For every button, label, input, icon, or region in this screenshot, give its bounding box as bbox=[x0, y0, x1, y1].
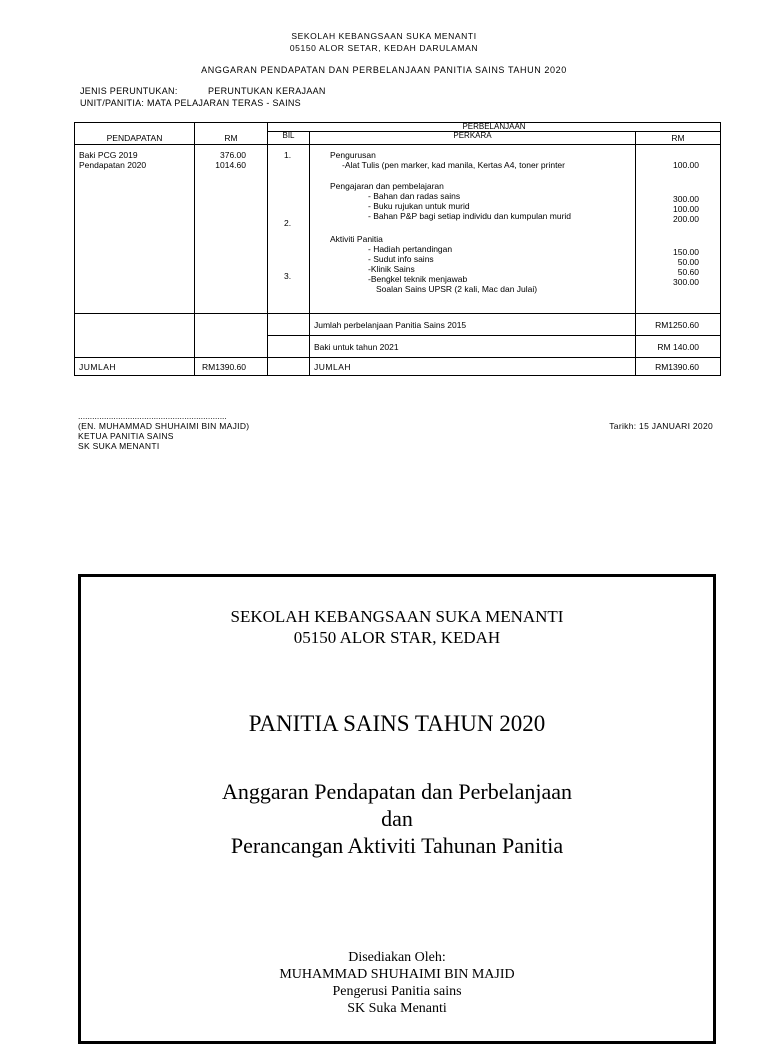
expense-value: 50.00 bbox=[677, 257, 700, 267]
total-expense-label: Jumlah perbelanjaan Panitia Sains 2015 bbox=[310, 314, 636, 336]
expense-value: 150.00 bbox=[673, 247, 700, 257]
col-header-perkara: PERKARA bbox=[310, 132, 636, 145]
unit-panitia: UNIT/PANITIA: MATA PELAJARAN TERAS - SAINS bbox=[80, 98, 301, 108]
bil-spacer bbox=[268, 314, 310, 336]
cover-prepared-name: MUHAMMAD SHUHAIMI BIN MAJID bbox=[279, 967, 515, 982]
col-header-pendapatan: PENDAPATAN bbox=[75, 123, 195, 145]
expense-value: 100.00 bbox=[673, 204, 700, 214]
group-item: - Sudut info sains bbox=[368, 254, 434, 264]
group-item: - Bahan dan radas sains bbox=[368, 191, 461, 201]
col-header-bil: BIL bbox=[268, 132, 310, 145]
perkara-cell bbox=[310, 145, 636, 314]
total-expense-value: RM1250.60 bbox=[636, 314, 721, 336]
col-header-perbelanjaan: PERBELANJAAN bbox=[268, 123, 721, 132]
bil-spacer bbox=[268, 358, 310, 376]
bil-number: 3. bbox=[284, 271, 292, 281]
col-header-rm2: RM bbox=[636, 132, 721, 145]
group-item: - Bahan P&P bagi setiap individu dan kumpulan murid bbox=[368, 211, 572, 221]
balance-label: Baki untuk tahun 2021 bbox=[310, 336, 636, 358]
group-item: -Klinik Sains bbox=[368, 264, 415, 274]
income-spacer bbox=[195, 314, 268, 358]
expense-values-cell bbox=[636, 145, 721, 314]
income-cell bbox=[75, 145, 195, 314]
signatory-school: SK SUKA MENANTI bbox=[78, 441, 160, 451]
group-item: - Hadiah pertandingan bbox=[368, 244, 453, 254]
income-value: 1014.60 bbox=[215, 160, 246, 171]
expense-value: 300.00 bbox=[673, 277, 700, 287]
school-name: SEKOLAH KEBANGSAAN SUKA MENANTI bbox=[291, 31, 477, 41]
group-title: Pengajaran dan pembelajaran bbox=[330, 181, 444, 191]
signatory-position: KETUA PANITIA SAINS bbox=[78, 431, 174, 441]
expense-value: 300.00 bbox=[673, 194, 700, 204]
bil-number: 2. bbox=[284, 218, 292, 228]
balance-value: RM 140.00 bbox=[636, 336, 721, 358]
group-item: -Alat Tulis (pen marker, kad manila, Kertas A4, toner printer bbox=[342, 160, 565, 170]
cover-school: SEKOLAH KEBANGSAAN SUKA MENANTI bbox=[230, 607, 564, 626]
signature-block bbox=[78, 411, 249, 451]
document-date: Tarikh: 15 JANUARI 2020 bbox=[609, 421, 713, 431]
group-title: Aktiviti Panitia bbox=[330, 234, 383, 244]
total-label: JUMLAH bbox=[310, 358, 636, 376]
allocation-type bbox=[80, 86, 326, 96]
budget-table bbox=[74, 122, 721, 376]
group-title: Pengurusan bbox=[330, 150, 376, 160]
school-address: 05150 ALOR SETAR, KEDAH DARULAMAN bbox=[289, 43, 479, 53]
expense-value: 50.60 bbox=[677, 267, 700, 277]
document-title: ANGGARAN PENDAPATAN DAN PERBELANJAAN PANITIA SAINS TAHUN 2020 bbox=[201, 65, 567, 75]
income-label: Baki PCG 2019 bbox=[79, 150, 138, 160]
allocation-type-label: JENIS PERUNTUKAN: bbox=[80, 86, 178, 96]
income-values-cell bbox=[195, 145, 268, 314]
cover-prepared-role: Pengerusi Panitia sains bbox=[332, 984, 462, 999]
cover-subtitle-line1: Anggaran Pendapatan dan Perbelanjaan bbox=[221, 779, 573, 804]
cover-prepared-school: SK Suka Menanti bbox=[347, 1001, 447, 1016]
cover-page bbox=[78, 574, 716, 1044]
total-label: JUMLAH bbox=[75, 358, 195, 376]
group-item: -Bengkel teknik menjawab bbox=[368, 274, 468, 284]
signature-line: ............................................................... bbox=[78, 411, 227, 421]
bil-cell bbox=[268, 145, 310, 314]
income-label: Pendapatan 2020 bbox=[79, 160, 147, 171]
cover-subtitle-line2: dan bbox=[381, 806, 413, 831]
bil-spacer bbox=[268, 336, 310, 358]
group-item: - Buku rujukan untuk murid bbox=[368, 201, 470, 211]
income-spacer bbox=[75, 314, 195, 358]
cover-prepared-label: Disediakan Oleh: bbox=[348, 950, 446, 965]
cover-title: PANITIA SAINS TAHUN 2020 bbox=[248, 711, 546, 736]
expense-value: 100.00 bbox=[673, 160, 700, 170]
total-income-value: RM1390.60 bbox=[195, 358, 268, 376]
income-value: 376.00 bbox=[220, 150, 246, 160]
total-expense-final: RM1390.60 bbox=[636, 358, 721, 376]
cover-subtitle-line3: Perancangan Aktiviti Tahunan Panitia bbox=[230, 833, 564, 858]
signatory-name: (EN. MUHAMMAD SHUHAIMI BIN MAJID) bbox=[78, 421, 250, 431]
allocation-type-value: PERUNTUKAN KERAJAAN bbox=[208, 86, 326, 96]
col-header-rm: RM bbox=[195, 123, 268, 145]
group-item: Soalan Sains UPSR (2 kali, Mac dan Julai) bbox=[376, 284, 538, 294]
expense-value: 200.00 bbox=[673, 214, 700, 224]
bil-number: 1. bbox=[284, 150, 292, 160]
cover-address: 05150 ALOR STAR, KEDAH bbox=[293, 628, 501, 647]
